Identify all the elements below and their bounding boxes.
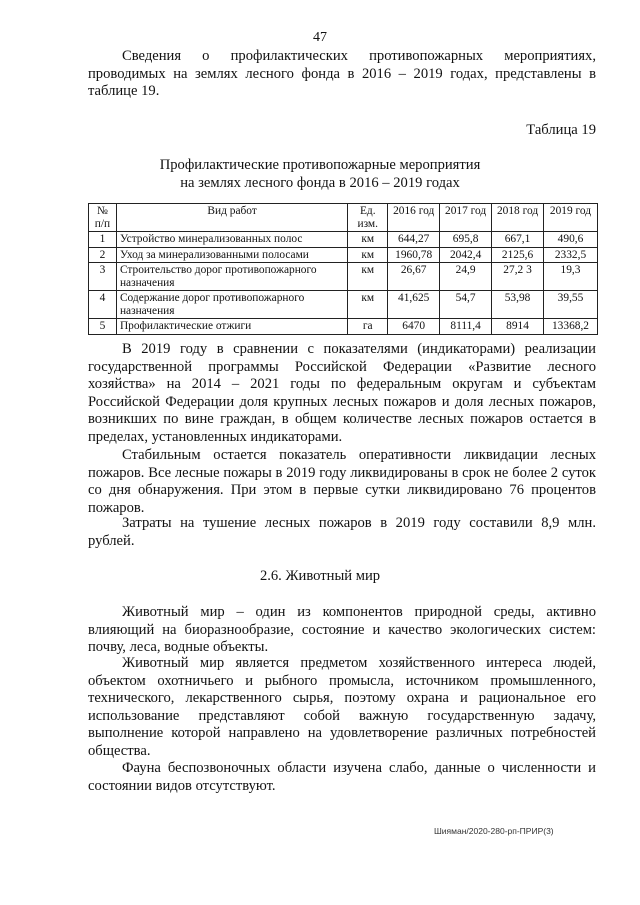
header-2019: 2019 год [544,204,598,232]
fire-prevention-table [88,203,598,335]
table-title-line-1: Профилактические противопожарные мероприятия [159,157,481,173]
row-2019: 2332,5 [544,247,598,263]
document-code: Шияман/2020-280-рп-ПРИР(3) [434,826,554,836]
row-2017: 695,8 [440,232,492,248]
row-work-type: Профилактические отжиги [116,319,347,335]
row-2018: 667,1 [492,232,544,248]
header-2016: 2016 год [388,204,440,232]
row-work-type: Уход за минерализованными полосами [116,247,347,263]
section-title: 2.6. Животный мир [259,568,381,584]
row-2017: 54,7 [440,291,492,319]
row-2018: 2125,6 [492,247,544,263]
table-row [89,247,598,263]
paragraph-costs: Затраты на тушение лесных пожаров в 2019 году составили 8,9 млн. рублей. [88,515,596,549]
table-title-line-2: на землях лесного фонда в 2016 – 2019 годах [180,174,460,191]
row-unit: км [348,247,388,263]
row-2016: 644,27 [388,232,440,248]
paragraph-wildlife-1: Животный мир – один из компонентов природной среды, активно влияющий на биоразнообразие, состояние и качество экологических систем: почву, леса, водные объекты. [88,604,596,655]
row-2018: 27,2 3 [492,263,544,291]
row-num: 1 [89,232,117,248]
header-2017: 2017 год [440,204,492,232]
table-title [0,157,640,192]
row-work-type: Содержание дорог противопожарного назначения [116,291,347,319]
row-work-type: Строительство дорог противопожарного назначения [116,263,347,291]
table-label: Таблица 19 [526,122,596,138]
header-work-type: Вид работ [116,204,347,232]
table-header-row [89,204,598,232]
row-2016: 41,625 [388,291,440,319]
row-2017: 24,9 [440,263,492,291]
page-number: 47 [313,30,327,45]
row-2019: 39,55 [544,291,598,319]
row-num: 5 [89,319,117,335]
row-2016: 1960,78 [388,247,440,263]
row-unit: км [348,263,388,291]
row-num: 3 [89,263,117,291]
row-2019: 13368,2 [544,319,598,335]
row-2016: 26,67 [388,263,440,291]
row-2017: 8111,4 [440,319,492,335]
row-unit: га [348,319,388,335]
intro-paragraph: Сведения о профилактических противопожарных мероприятиях, проводимых на землях лесного фонда в 2016 – 2019 годах, представлены в таблице 19. [88,48,596,99]
row-unit: км [348,232,388,248]
row-2018: 53,98 [492,291,544,319]
table-row [89,232,598,248]
header-unit: Ед. изм. [348,204,388,232]
row-2017: 2042,4 [440,247,492,263]
row-unit: км [348,291,388,319]
row-work-type: Устройство минерализованных полос [116,232,347,248]
paragraph-fauna: Фауна беспозвоночных области изучена слабо, данные о численности и состоянии видов отсутствуют. [88,760,596,794]
row-2016: 6470 [388,319,440,335]
table-row [89,291,598,319]
row-2019: 19,3 [544,263,598,291]
header-num: № п/п [89,204,117,232]
row-num: 2 [89,247,117,263]
paragraph-fire-response: Стабильным остается показатель оперативности ликвидации лесных пожаров. Все лесные пожары в 2019 году ликвидированы в срок не более 2 суток со дня обнаружения. При этом в первые сутки ликвидировано 76 процентов пожаров. [88,447,596,516]
header-2018: 2018 год [492,204,544,232]
row-num: 4 [89,291,117,319]
table-row [89,263,598,291]
table-row [89,319,598,335]
paragraph-2019-indicators: В 2019 году в сравнении с показателями (индикаторами) реализации государственной программы Российской Федерации «Развитие лесного хозяйства» на 2014 – 2021 годы по федеральным округам и субъектам Российской Федерации доля крупных лесных пожаров и доля лесных пожаров, возникших по вине граждан, в общем количестве лесных пожаров остается в пределах, установленных индикаторами. [88,341,596,445]
paragraph-wildlife-2: Животный мир является предметом хозяйственного интереса людей, объектом охотничьего и рыбного промысла, источником промышленного, технического, лекарственного сырья, поэтому охрана и рациональное его использование представляют собой важную государственную задачу, выполнение которой направлено на удовлетворение различных потребностей общества. [88,655,596,759]
row-2018: 8914 [492,319,544,335]
row-2019: 490,6 [544,232,598,248]
